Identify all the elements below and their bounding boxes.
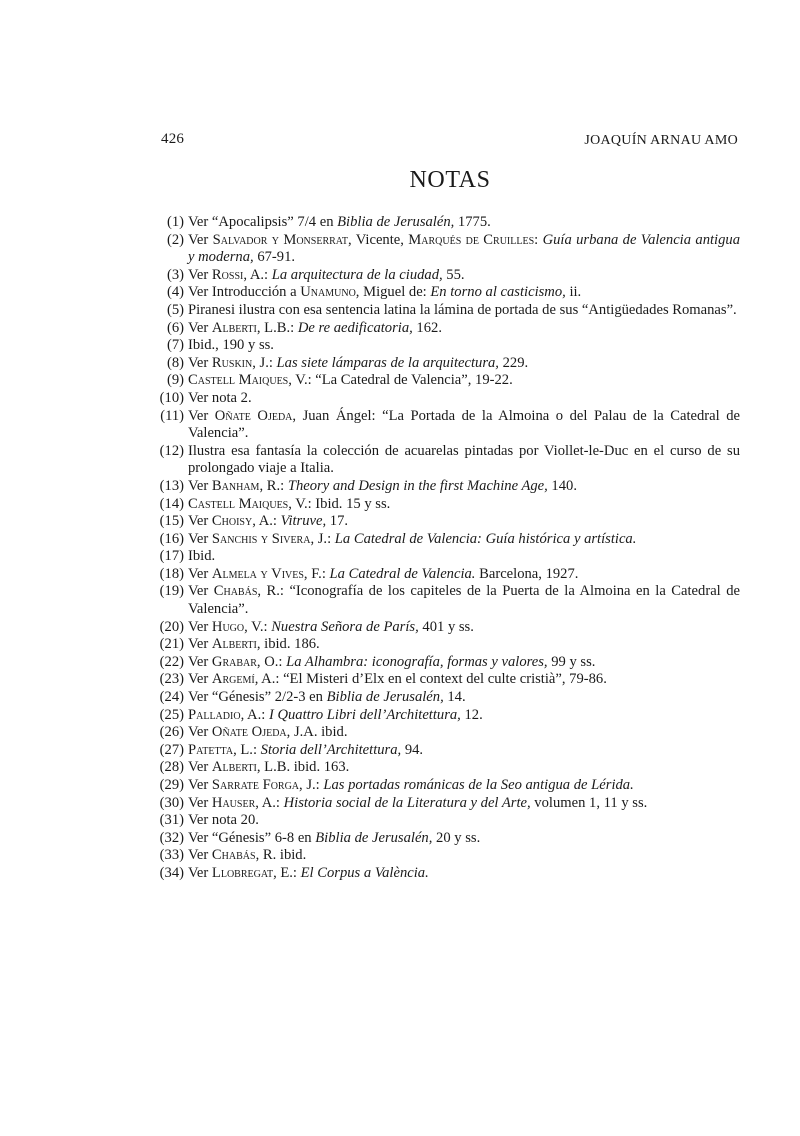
note-text: [188, 390, 252, 406]
author-name: Banham: [211, 477, 260, 494]
note-text-run: , Juan Ángel: “La Portada de la Almoina o del Palau de la Catedral de Valencia”.: [188, 407, 740, 442]
note-item: [158, 284, 740, 302]
note-number: (22): [159, 653, 184, 670]
note-text-run: Ver “Génesis” 2/2-3 en: [188, 689, 327, 706]
note-text-run: Ver nota 20.: [188, 812, 259, 829]
work-title: La Alhambra: iconografía, formas y valores,: [286, 653, 548, 670]
note-number: (9): [166, 372, 184, 389]
note-number: (13): [159, 477, 184, 494]
note-text-run: Ver “Génesis” 6-8 en: [188, 829, 316, 846]
note-text-run: , J.:: [310, 530, 335, 547]
note-text: [188, 724, 347, 740]
note-item: [158, 214, 740, 232]
work-title: Las portadas románicas de la Seo antigua de Lérida.: [323, 777, 634, 793]
author-name: Castell Maiques: [188, 372, 289, 389]
work-title: La Catedral de Valencia: Guía histórica y artística.: [334, 530, 637, 547]
author-name: Alberti: [211, 319, 257, 336]
note-text: [188, 214, 491, 230]
note-number: (27): [159, 741, 184, 758]
note-text-run: 55.: [442, 266, 465, 283]
author-name: Chabás: [213, 583, 258, 600]
note-text-run: Ver: [188, 565, 212, 582]
note-text-run: Ibid.: [188, 548, 216, 565]
note-text: [188, 759, 349, 775]
note-item: [158, 513, 740, 531]
author-name: Hauser: [211, 794, 256, 811]
note-number: (18): [159, 565, 184, 582]
work-title: De re aedificatoria,: [297, 319, 413, 336]
note-text: [188, 812, 259, 828]
note-text: [188, 267, 465, 283]
note-number: (24): [159, 689, 184, 706]
note-text-run: Ver: [188, 266, 212, 283]
author-name: Choisy: [211, 513, 253, 530]
work-title: El Corpus a València.: [300, 864, 429, 881]
page-number: 426: [161, 131, 185, 147]
note-text: [188, 548, 215, 564]
note-text-run: , R.:: [259, 477, 288, 494]
note-text-run: Piranesi ilustra con esa sentencia latina la lámina de portada de sus “Antigüedades Romanas”.: [188, 301, 737, 318]
note-number: (4): [166, 284, 184, 301]
note-text-run: Ver nota 2.: [188, 389, 252, 406]
note-text: [188, 830, 480, 846]
note-text-run: Ver: [188, 777, 212, 793]
note-text: [188, 408, 740, 442]
note-text-run: 67-91.: [253, 249, 296, 266]
work-title: La Catedral de Valencia.: [329, 565, 476, 582]
note-number: (33): [159, 847, 184, 864]
note-item: [158, 742, 740, 760]
note-item: [158, 337, 740, 355]
note-text-run: volumen 1, 11 y ss.: [530, 794, 648, 811]
note-text-run: , R.: “Iconografía de los capiteles de la Puerta de la Almoina en la Catedral de Valencia”.: [188, 583, 740, 618]
author-name: Salvador y Monserrat: [212, 231, 349, 248]
note-number: (20): [159, 618, 184, 635]
author-name: Alberti: [211, 636, 257, 653]
note-text-run: 94.: [401, 741, 424, 758]
note-text: [188, 284, 581, 300]
note-text-run: , E.:: [273, 864, 301, 881]
note-text: [188, 320, 442, 336]
note-text-run: , J.:: [299, 777, 324, 793]
note-text-run: 12.: [460, 706, 483, 723]
note-text-run: Ver: [188, 653, 212, 670]
note-text-run: , O.:: [256, 653, 287, 670]
note-text: [188, 795, 647, 811]
note-number: (5): [166, 301, 184, 318]
note-text: [188, 302, 737, 318]
note-text-run: , Vicente,: [348, 231, 409, 248]
note-text-run: 229.: [498, 354, 529, 371]
note-text-run: 99 y ss.: [547, 653, 596, 670]
note-item: [158, 496, 740, 514]
author-name: Palladio: [188, 706, 241, 723]
note-text-run: 1775.: [454, 214, 491, 230]
note-item: [158, 372, 740, 390]
note-item: [158, 566, 740, 584]
note-number: (7): [166, 337, 184, 354]
work-title: Biblia de Jerusalén,: [337, 214, 455, 230]
note-text: [188, 636, 320, 652]
note-item: [158, 232, 740, 267]
work-title: Nuestra Señora de París,: [271, 618, 419, 635]
work-title: Las siete lámparas de la arquitectura,: [276, 354, 499, 371]
note-text-run: , A.:: [255, 794, 284, 811]
note-text-run: Ver “Apocalipsis” 7/4 en: [188, 214, 338, 230]
note-text-run: , L.B.:: [256, 319, 298, 336]
note-text-run: Ver: [188, 618, 212, 635]
note-text-run: , L.:: [233, 741, 261, 758]
note-text-run: , V.: “La Catedral de Valencia”, 19-22.: [288, 372, 513, 389]
note-text: [188, 707, 483, 723]
note-text-run: , L.B. ibid. 163.: [256, 759, 350, 776]
note-item: [158, 830, 740, 848]
note-number: (2): [166, 231, 184, 248]
note-item: [158, 531, 740, 549]
work-title: I Quattro Libri dell’Architettura,: [268, 706, 461, 723]
note-text: [188, 583, 740, 617]
note-number: (12): [159, 442, 184, 459]
note-text-run: 140.: [547, 477, 577, 494]
note-text-run: Ver: [188, 671, 212, 688]
note-text-run: Ver: [188, 477, 212, 494]
author-name: Patetta: [188, 741, 234, 758]
note-text-run: Ver: [188, 636, 212, 653]
note-number: (16): [159, 530, 184, 547]
note-text-run: Ver: [188, 513, 212, 530]
note-number: (8): [166, 354, 184, 371]
note-number: (14): [159, 495, 184, 512]
author-name: Castell Maiques: [188, 495, 289, 512]
note-text-run: Ver: [188, 407, 215, 424]
note-text-run: , V.:: [244, 618, 272, 635]
note-number: (10): [159, 389, 184, 406]
note-item: [158, 355, 740, 373]
note-item: [158, 267, 740, 285]
note-text: [188, 337, 274, 353]
note-number: (1): [166, 214, 184, 230]
author-name: Sanchis y Sivera: [211, 530, 311, 547]
note-text: [188, 654, 595, 670]
note-text: [188, 372, 513, 388]
note-text-run: Ver: [188, 231, 213, 248]
author-name: Marqués de Cruilles: [408, 231, 535, 248]
work-title: Guía urbana de Valencia antigua y moderna,: [188, 231, 740, 266]
note-text-run: Ver: [188, 794, 212, 811]
note-number: (3): [166, 266, 184, 283]
note-text-run: Ver: [188, 759, 212, 776]
note-text-run: 17.: [326, 513, 349, 530]
work-title: Theory and Design in the first Machine Age,: [287, 477, 548, 494]
note-text: [188, 619, 474, 635]
note-number: (17): [159, 548, 184, 565]
note-text: [188, 496, 390, 512]
note-number: (15): [159, 513, 184, 530]
note-item: [158, 654, 740, 672]
note-number: (32): [159, 829, 184, 846]
work-title: Storia dell’Architettura,: [260, 741, 402, 758]
author-name: Chabás: [211, 847, 256, 864]
author-name: Argemí: [211, 671, 255, 688]
note-item: [158, 390, 740, 408]
note-text-run: Ver: [188, 319, 212, 336]
note-item: [158, 302, 740, 320]
note-number: (28): [159, 759, 184, 776]
running-head: JOAQUÍN ARNAU AMO: [584, 133, 738, 148]
note-text: [188, 689, 466, 705]
note-text-run: 20 y ss.: [432, 829, 481, 846]
note-number: (34): [159, 864, 184, 881]
author-name: Grabar: [211, 653, 257, 670]
note-item: [158, 865, 740, 883]
note-item: [158, 548, 740, 566]
author-name: Rossi: [211, 266, 244, 283]
note-number: (31): [159, 812, 184, 829]
note-item: [158, 707, 740, 725]
note-text-run: :: [534, 231, 543, 248]
note-text: [188, 443, 740, 477]
note-text: [188, 513, 348, 529]
note-number: (30): [159, 794, 184, 811]
note-text-run: Ilustra esa fantasía la colección de acuarelas pintadas por Viollet-le-Duc en el curso de su prolongado viaje a Italia.: [188, 442, 740, 477]
note-item: [158, 320, 740, 338]
note-item: [158, 408, 740, 443]
note-text-run: 162.: [412, 319, 442, 336]
note-text: [188, 742, 423, 758]
note-item: [158, 795, 740, 813]
note-text: [188, 232, 740, 266]
note-text: [188, 531, 636, 547]
note-item: [158, 847, 740, 865]
work-title: Biblia de Jerusalén,: [326, 689, 444, 706]
note-item: [158, 724, 740, 742]
work-title: La arquitectura de la ciudad,: [271, 266, 443, 283]
note-text-run: Ver: [188, 847, 212, 864]
note-text: [188, 478, 577, 494]
note-item: [158, 777, 740, 795]
note-text: [188, 566, 578, 582]
note-text-run: , A.:: [243, 266, 272, 283]
note-text-run: , R. ibid.: [255, 847, 307, 864]
note-text-run: ii.: [565, 284, 582, 301]
note-number: (23): [159, 671, 184, 688]
note-item: [158, 671, 740, 689]
note-text: [188, 777, 634, 793]
note-text-run: Ver: [188, 724, 212, 741]
note-text-run: , Miguel de:: [355, 284, 431, 301]
note-item: [158, 636, 740, 654]
note-number: (25): [159, 706, 184, 723]
work-title: En torno al casticismo,: [430, 284, 566, 301]
note-text-run: Barcelona, 1927.: [475, 565, 579, 582]
author-name: Ruskin: [211, 354, 253, 371]
note-item: [158, 812, 740, 830]
note-text-run: 14.: [443, 689, 466, 706]
author-name: Oñate Ojeda: [211, 724, 287, 741]
note-text-run: Ibid., 190 y ss.: [188, 337, 274, 354]
note-number: (19): [159, 583, 184, 600]
work-title: Historia social de la Literatura y del Arte,: [283, 794, 531, 811]
note-text-run: , ibid. 186.: [256, 636, 320, 653]
author-name: Llobregat: [211, 864, 274, 881]
work-title: Biblia de Jerusalén,: [315, 829, 433, 846]
note-text-run: , V.: Ibid. 15 y ss.: [288, 495, 391, 512]
note-number: (26): [159, 724, 184, 741]
note-text-run: Ver: [188, 583, 214, 600]
author-name: Hugo: [211, 618, 245, 635]
note-item: [158, 689, 740, 707]
section-title: NOTAS: [409, 167, 491, 193]
note-number: (11): [160, 407, 184, 424]
note-text-run: Ver: [188, 864, 212, 881]
note-text-run: , J.:: [252, 354, 277, 371]
note-item: [158, 478, 740, 496]
author-name: Oñate Ojeda: [214, 407, 293, 424]
note-item: [158, 583, 740, 618]
note-text-run: , J.A. ibid.: [286, 724, 348, 741]
note-number: (6): [166, 319, 184, 336]
note-text-run: Ver Introducción a: [188, 284, 301, 301]
note-item: [158, 759, 740, 777]
note-number: (21): [159, 636, 184, 653]
note-text-run: , F.:: [303, 565, 330, 582]
note-number: (29): [159, 777, 184, 793]
note-text: [188, 355, 528, 371]
note-text: [188, 671, 607, 687]
note-text-run: Ver: [188, 354, 212, 371]
author-name: Sarrate Forga: [211, 777, 300, 793]
note-item: [158, 443, 740, 478]
note-text-run: 401 y ss.: [418, 618, 474, 635]
author-name: Unamuno: [300, 284, 356, 301]
author-name: Almela y Vives: [211, 565, 304, 582]
note-text-run: Ver: [188, 530, 212, 547]
note-text-run: , A.: “El Misteri d’Elx en el context del culte cristià”, 79-86.: [254, 671, 607, 688]
note-item: [158, 619, 740, 637]
author-name: Alberti: [211, 759, 257, 776]
note-text-run: , A.:: [240, 706, 269, 723]
note-text-run: , A.:: [252, 513, 281, 530]
note-text: [188, 865, 429, 881]
work-title: Vitruve,: [280, 513, 327, 530]
note-text: [188, 847, 306, 863]
notes-list: [158, 214, 740, 883]
